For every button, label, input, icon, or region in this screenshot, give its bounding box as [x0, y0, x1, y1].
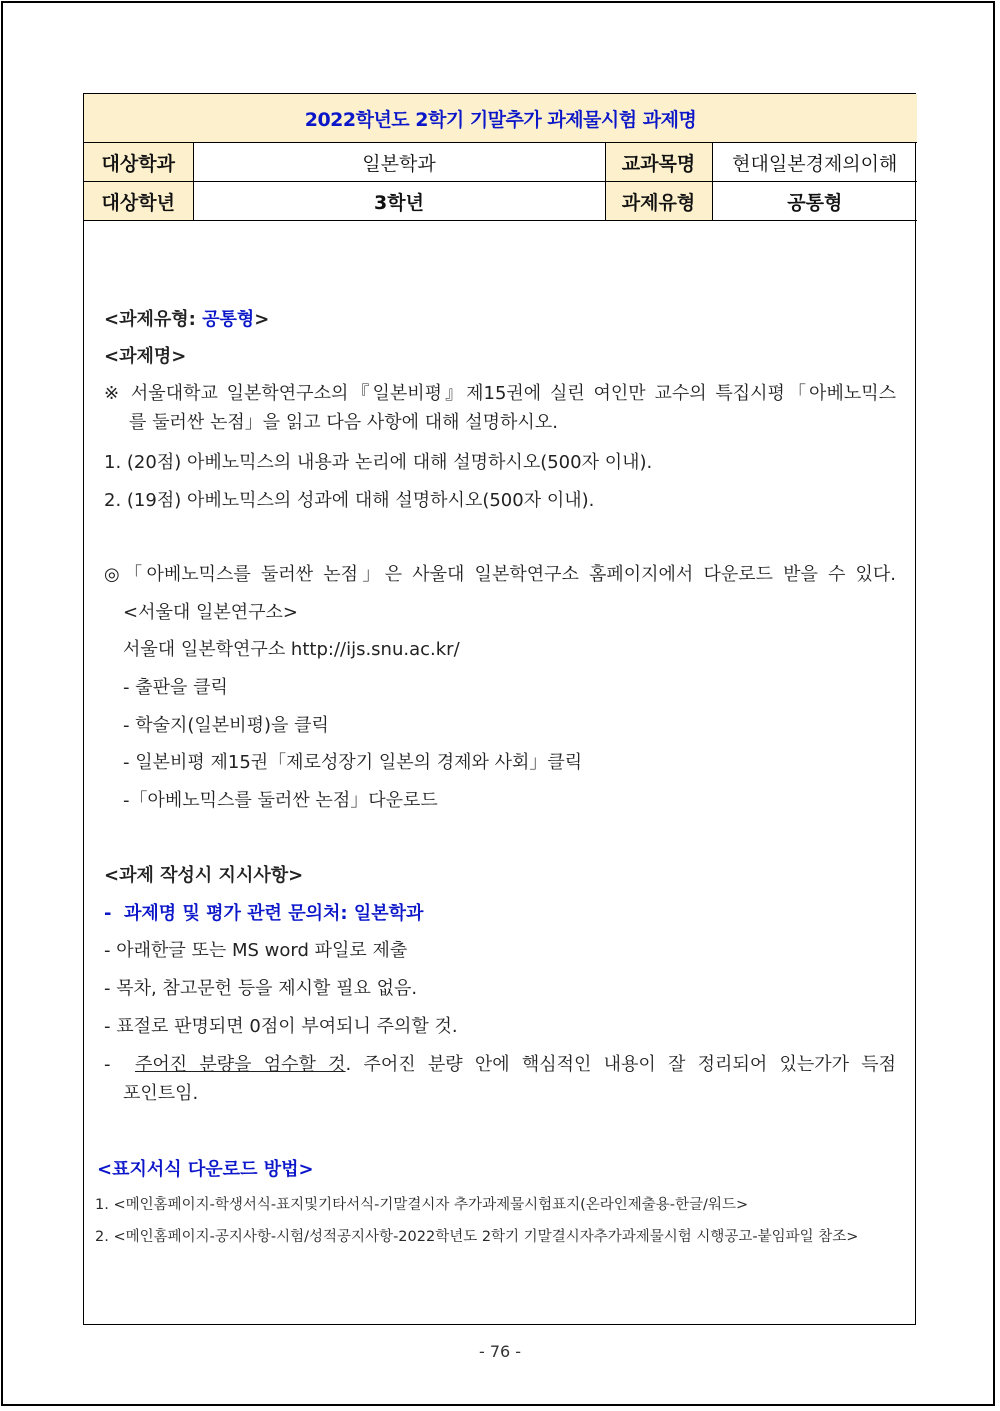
cover-download-heading: <표지서식 다운로드 방법> [97, 1159, 314, 1180]
dept-value: 일본학과 [193, 143, 605, 182]
course-label: 교과목명 [605, 143, 712, 182]
site-line: 서울대 일본학연구소 http://ijs.snu.ac.kr/ [123, 639, 460, 660]
instruction-item: - 주어진 분량을 엄수할 것. 주어진 분량 안에 핵심적인 내용이 잘 정리되어 있는가가 득점 [104, 1054, 896, 1075]
underlined-text: 주어진 분량을 엄수할 것 [134, 1054, 346, 1075]
instructions-heading: <과제 작성시 지시사항> [104, 865, 304, 886]
site-heading: <서울대 일본연구소> [123, 602, 298, 623]
download-step: - 출판을 클릭 [123, 677, 228, 698]
type-value: 공통형 [712, 182, 917, 221]
course-value: 현대일본경제의이해 [712, 143, 917, 182]
question-1: 1. (20점) 아베노믹스의 내용과 논리에 대해 설명하시오(500자 이내). [104, 452, 653, 473]
instruction-item: - 아래한글 또는 MS word 파일로 제출 [104, 940, 408, 961]
intro-line-1: ※ 서울대학교 일본학연구소의『일본비평』제15권에 실린 여인만 교수의 특집시평「아베노믹스 [104, 383, 896, 404]
assignment-type-heading: <과제유형: 공통형> [104, 309, 270, 330]
document-title: 2022학년도 2학기 기말추가 과제물시험 과제명 [84, 94, 917, 143]
question-2: 2. (19점) 아베노믹스의 성과에 대해 설명하시오(500자 이내). [104, 490, 595, 511]
download-step: -「아베노믹스를 둘러싼 논점」다운로드 [123, 790, 438, 811]
intro-line-2: 를 둘러싼 논점」을 읽고 다음 사항에 대해 설명하시오. [129, 412, 558, 433]
dept-label: 대상학과 [84, 143, 193, 182]
page-number: - 76 - [478, 1342, 522, 1361]
instruction-contact: - 과제명 및 평가 관련 문의처: 일본학과 [104, 903, 424, 924]
header-table [84, 94, 917, 221]
instruction-item-continued: 포인트임. [123, 1083, 199, 1104]
type-label: 과제유형 [605, 182, 712, 221]
cover-download-item: 2. <메인홈페이지-공지사항-시험/성적공지사항-2022학년도 2학기 기말결시자추가과제물시험 시행공고-붙임파일 참조> [95, 1229, 859, 1245]
cover-download-item: 1. <메인홈페이지-학생서식-표지및기타서식-기말결시자 추가과제물시험표지(온라인제출용-한글/워드> [95, 1197, 749, 1213]
year-label: 대상학년 [84, 182, 193, 221]
assignment-type-value: 공통형 [202, 309, 255, 330]
instruction-item: - 표절로 판명되면 0점이 부여되니 주의할 것. [104, 1016, 458, 1037]
assignment-form [83, 93, 916, 1325]
assignment-title-heading: <과제명> [104, 346, 187, 367]
download-step: - 일본비평 제15권「제로성장기 일본의 경제와 사회」클릭 [123, 752, 583, 773]
download-note: ◎「아베노믹스를 둘러싼 논점」은 사울대 일본학연구소 홈페이지에서 다운로드 받을 수 있다. [104, 564, 896, 585]
year-value: 3학년 [193, 182, 605, 221]
download-step: - 학술지(일본비평)을 클릭 [123, 715, 329, 736]
instruction-item: - 목차, 참고문헌 등을 제시할 필요 없음. [104, 978, 418, 999]
